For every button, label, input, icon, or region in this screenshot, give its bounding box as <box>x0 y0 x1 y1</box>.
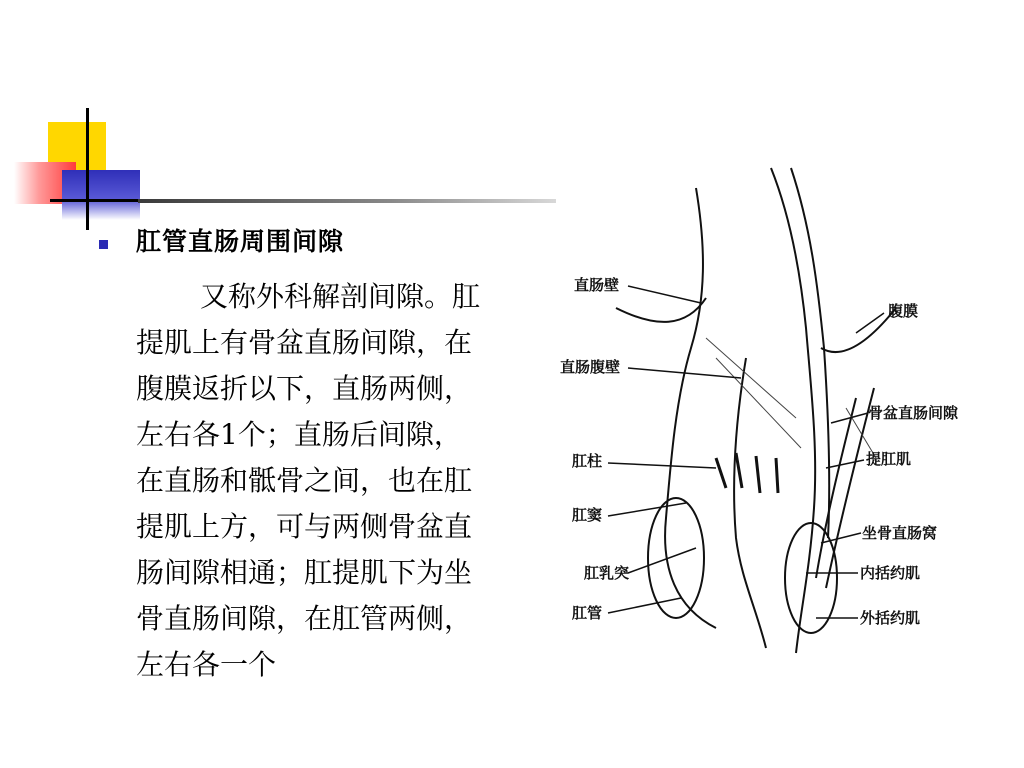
label-anal-canal: 肛管 <box>572 604 603 622</box>
label-rectal-fold: 直肠腹壁 <box>560 358 621 376</box>
label-anal-sinus: 肛窦 <box>572 506 603 524</box>
label-anal-column: 肛柱 <box>572 452 603 470</box>
anorectal-anatomy-figure <box>556 158 976 658</box>
decor-horizontal-rule <box>138 199 556 203</box>
label-external-sphincter: 外括约肌 <box>860 609 921 627</box>
body-paragraph <box>136 274 486 688</box>
rectal-wall-left <box>665 188 716 628</box>
label-levator-ani: 提肛肌 <box>866 450 912 468</box>
label-internal-sphincter: 内括约肌 <box>860 564 921 582</box>
anal-canal-line <box>734 358 766 648</box>
bullet-icon <box>99 240 108 249</box>
decor-vertical-line <box>86 108 89 230</box>
slide-heading: 肛管直肠周围间隙 <box>136 227 345 256</box>
label-rectum: 直肠壁 <box>574 276 620 294</box>
label-pelvirectal-space: 骨盆直肠间隙 <box>868 404 959 422</box>
rectal-wall-right <box>771 168 815 653</box>
label-peritoneum: 腹膜 <box>888 302 919 320</box>
decor-blue-square <box>62 170 140 220</box>
label-anal-papilla: 肛乳突 <box>584 564 630 582</box>
decor-cross-line <box>50 199 140 202</box>
paragraph-text: 又称外科解剖间隙。肛提肌上有骨盆直肠间隙，在腹膜返折以下，直肠两侧，左右各1个；直肠后间隙，在直肠和骶骨之间，也在肛提肌上方，可与两侧骨盆直肠间隙相通；肛提肌下为坐骨直肠间隙，在肛管两侧，左右各一个 <box>136 280 481 681</box>
label-ischiorectal-fossa: 坐骨直肠窝 <box>862 524 938 542</box>
peritoneum-right <box>821 308 896 352</box>
